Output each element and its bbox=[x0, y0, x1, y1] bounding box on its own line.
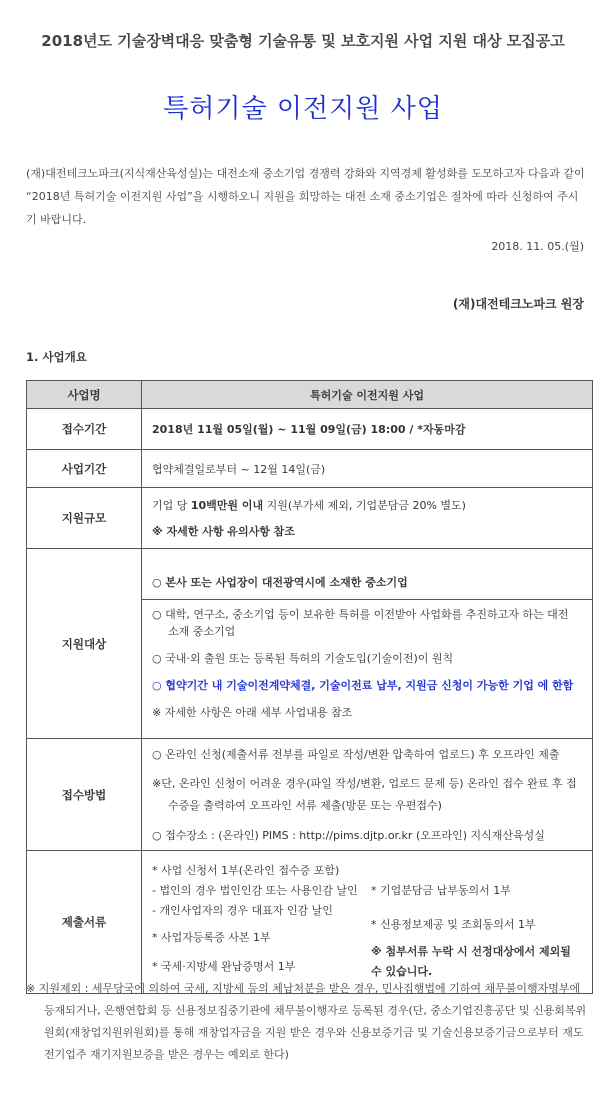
scale-cell bbox=[142, 488, 593, 549]
documents-left bbox=[152, 862, 371, 982]
document-item: * 사업 신청서 1부(온라인 접수증 포함) bbox=[152, 864, 340, 877]
documents-right bbox=[371, 862, 582, 982]
table-row bbox=[27, 739, 593, 851]
document-item: * 사업자등록증 사본 1부 bbox=[152, 931, 271, 944]
project-period-label: 사업기간 bbox=[27, 450, 142, 488]
target-item-highlight: ○ 협약기간 내 기술이전계약체결, 기술이전료 납부, 지원금 신청이 가능한 기업 에 한함 bbox=[152, 679, 574, 692]
project-period-value: 협약체결일로부터 ~ 12월 14일(금) bbox=[142, 450, 593, 488]
target-item: ○ 국내·외 출원 또는 등록된 특허의 기술도입(기술이전)이 원칙 bbox=[152, 652, 454, 665]
page-title: 특허기술 이전지원 사업 bbox=[163, 94, 443, 124]
intro-paragraph: (재)대전테크노파크(지식재산육성실)는 대전소재 중소기업 경쟁력 강화와 지역경제 활성화를 도모하고자 다음과 같이 “2018년 특허기술 이전지원 사업”을 시행하오니 지원을 희망하는 대전 소재 중소기업은 절차에 따라 신청하여 주시기 바랍니다. bbox=[26, 167, 585, 226]
document-item: * 기업분담금 납부동의서 1부 bbox=[371, 884, 511, 897]
table-row bbox=[27, 851, 593, 994]
target-note: ※ 자세한 사항은 아래 세부 사업내용 참조 bbox=[152, 706, 353, 719]
notice-subtitle: 2018년도 기술장벽대응 맞춤형 기술유통 및 보호지원 사업 지원 대상 모집공고 bbox=[41, 32, 565, 50]
apply-period-value: 2018년 11월 05일(월) ~ 11월 09일(금) 18:00 / *자동마감 bbox=[142, 409, 593, 450]
notice-date: 2018. 11. 05.(월) bbox=[491, 240, 584, 253]
target-label: 지원대상 bbox=[27, 549, 142, 739]
method-item: ※단, 온라인 신청이 어려운 경우(파일 작성/변환, 업로드 문제 등) 온라인 접수 완료 후 접수증을 출력하여 오프라인 서류 제출(방문 또는 우편접수) bbox=[152, 776, 577, 812]
scale-label: 지원규모 bbox=[27, 488, 142, 549]
documents-warning: ※ 첨부서류 누락 시 선정대상에서 제외될 수 있습니다. bbox=[371, 945, 571, 978]
table-row bbox=[27, 409, 593, 450]
target-cell bbox=[142, 549, 593, 739]
document-item: * 신용정보제공 및 조회동의서 1부 bbox=[371, 918, 536, 931]
header-label: 사업명 bbox=[27, 381, 142, 409]
table-row bbox=[27, 488, 593, 549]
signature: (재)대전테크노파크 원장 bbox=[452, 297, 584, 311]
method-label: 접수방법 bbox=[27, 739, 142, 851]
method-cell bbox=[142, 739, 593, 851]
apply-period-label: 접수기간 bbox=[27, 409, 142, 450]
scale-note: ※ 자세한 사항 유의사항 참조 bbox=[152, 524, 295, 538]
method-item: ○ 접수장소 : (온라인) PIMS : http://pims.djtp.or.kr (오프라인) 지식재산육성실 bbox=[152, 828, 545, 842]
document-item: * 국세·지방세 완납증명서 1부 bbox=[152, 960, 296, 973]
table-row bbox=[27, 549, 593, 739]
target-item: ○ 본사 또는 사업장이 대전광역시에 소재한 중소기업 bbox=[142, 566, 592, 600]
overview-table bbox=[26, 380, 593, 994]
document-item: - 법인의 경우 법인인감 또는 사용인감 날인 bbox=[152, 884, 358, 897]
header-value: 특허기술 이전지원 사업 bbox=[142, 381, 593, 409]
scale-line: 기업 당 10백만원 이내 지원(부가세 제외, 기업분담금 20% 별도) bbox=[152, 498, 466, 512]
target-item: ○ 대학, 연구소, 중소기업 등이 보유한 특허를 이전받아 사업화를 추진하고자 하는 대전 소재 중소기업 bbox=[152, 608, 569, 638]
table-row bbox=[27, 450, 593, 488]
section-title: 1. 사업개요 bbox=[26, 350, 87, 364]
documents-label: 제출서류 bbox=[27, 851, 142, 994]
document-item: - 개인사업자의 경우 대표자 인감 날인 bbox=[152, 904, 333, 917]
documents-cell bbox=[142, 851, 593, 994]
method-item: ○ 온라인 신청(제출서류 전부를 파일로 작성/변환 압축하여 업로드) 후 오프라인 제출 bbox=[152, 747, 560, 761]
table-row bbox=[27, 381, 593, 409]
exclusion-footnote: ※ 지원제외 : 세무당국에 의하여 국세, 지방세 등의 체납처분을 받은 경우, 민사집행법에 기하여 채무불이행자명부에 등재되거나, 은행연합회 등 신용정보집중기관에 채무불이행자로 등록된 경우(단, 중소기업진흥공단 및 신용회복위원회(재창업지원위원회)를 통해 재창업자금을 지원 받은 경우와 신용보증기금 및 기술신용보증기금으로부터 재도전기업주 재기지원보증을 받은 경우는 예외로 한다) bbox=[26, 982, 587, 1061]
